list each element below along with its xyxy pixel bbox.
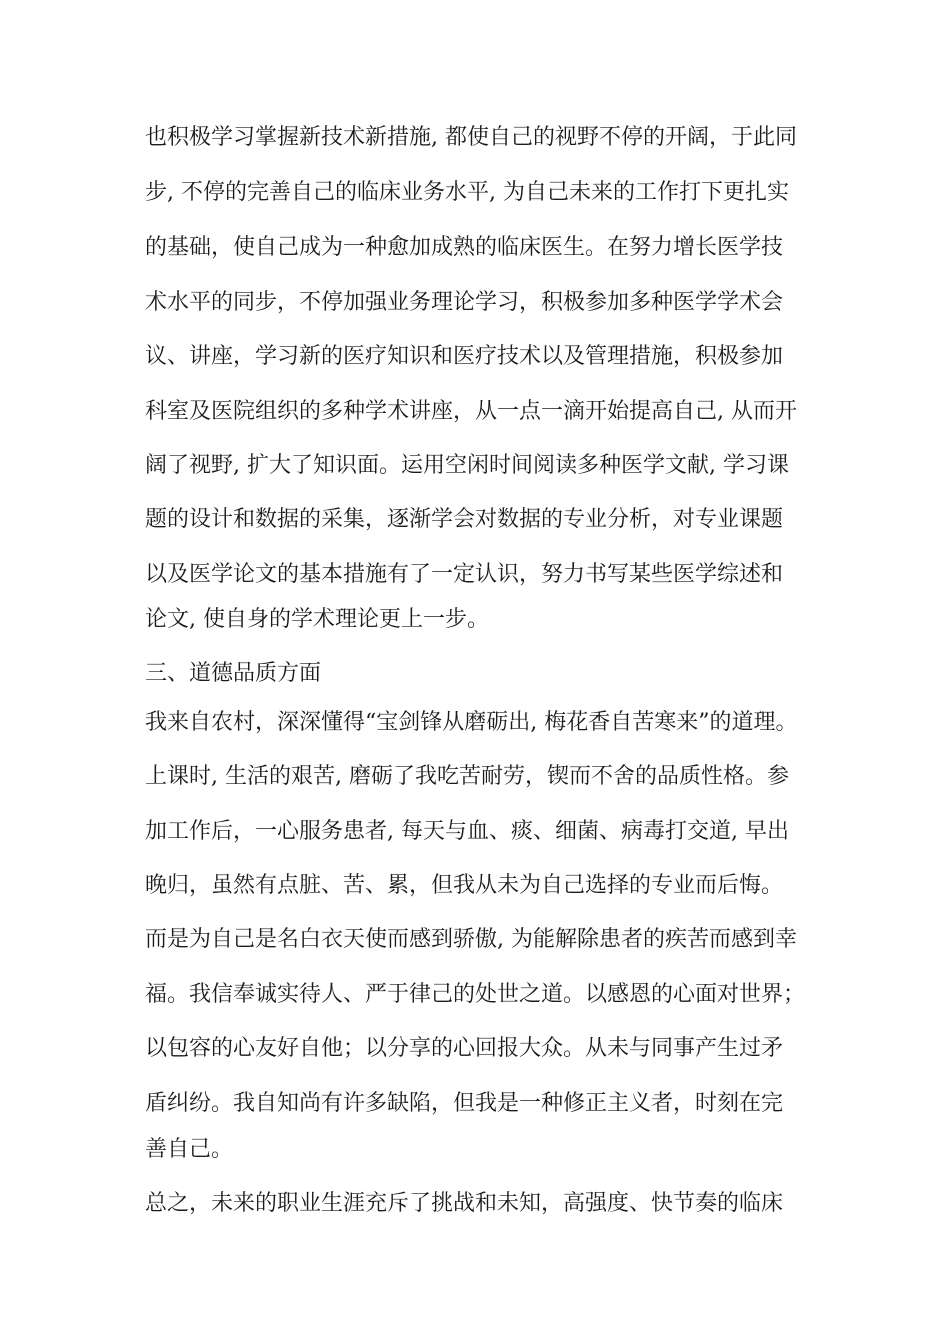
text-line: 题的设计和数据的采集，逐渐学会对数据的专业分析，对专业课题 [145, 507, 784, 532]
text-line: 也积极学习掌握新技术新措施, 都使自己的视野不停的开阔，于此同 [145, 125, 797, 150]
text-line: 科室及医院组织的多种学术讲座，从一点一滴开始提高自己, 从而开 [145, 399, 797, 424]
section-heading: 三、道德品质方面 [145, 661, 322, 686]
text-line: 总之，未来的职业生涯充斥了挑战和未知，高强度、快节奏的临床 [145, 1191, 784, 1216]
text-line: 以及医学论文的基本措施有了一定认识，努力书写某些医学综述和 [145, 562, 784, 587]
text-line: 而是为自己是名白衣天使而感到骄傲, 为能解除患者的疾苦而感到幸 [145, 927, 797, 952]
text-line: 福。我信奉诚实待人、严于律己的处世之道。以感恩的心面对世界； [145, 982, 806, 1007]
text-line: 善自己。 [145, 1137, 234, 1162]
text-line: 论文, 使自身的学术理论更上一步。 [145, 607, 489, 632]
text-line: 术水平的同步，不停加强业务理论学习，积极参加多种医学学术会 [145, 290, 784, 315]
text-line: 上课时, 生活的艰苦, 磨砺了我吃苦耐劳，锲而不舍的品质性格。参 [145, 764, 789, 789]
text-line: 以包容的心友好自他；以分享的心回报大众。从未与同事产生过矛 [145, 1036, 784, 1061]
text-line: 盾纠纷。我自知尚有许多缺陷，但我是一种修正主义者，时刻在完 [145, 1091, 784, 1116]
text-line: 晚归，虽然有点脏、苦、累，但我从未为自己选择的专业而后悔。 [145, 873, 784, 898]
text-line: 阔了视野, 扩大了知识面。运用空闲时间阅读多种医学文献, 学习课 [145, 453, 789, 478]
text-line: 步, 不停的完善自己的临床业务水平, 为自己未来的工作打下更扎实 [145, 180, 789, 205]
text-line: 我来自农村，深深懂得“宝剑锋从磨砺出, 梅花香自苦寒来”的道理。 [145, 710, 798, 735]
text-line: 的基础，使自己成为一种愈加成熟的临床医生。在努力增长医学技 [145, 235, 784, 260]
text-line: 加工作后，一心服务患者, 每天与血、痰、细菌、病毒打交道, 早出 [145, 819, 789, 844]
text-line: 议、讲座，学习新的医疗知识和医疗技术以及管理措施，积极参加 [145, 344, 784, 369]
